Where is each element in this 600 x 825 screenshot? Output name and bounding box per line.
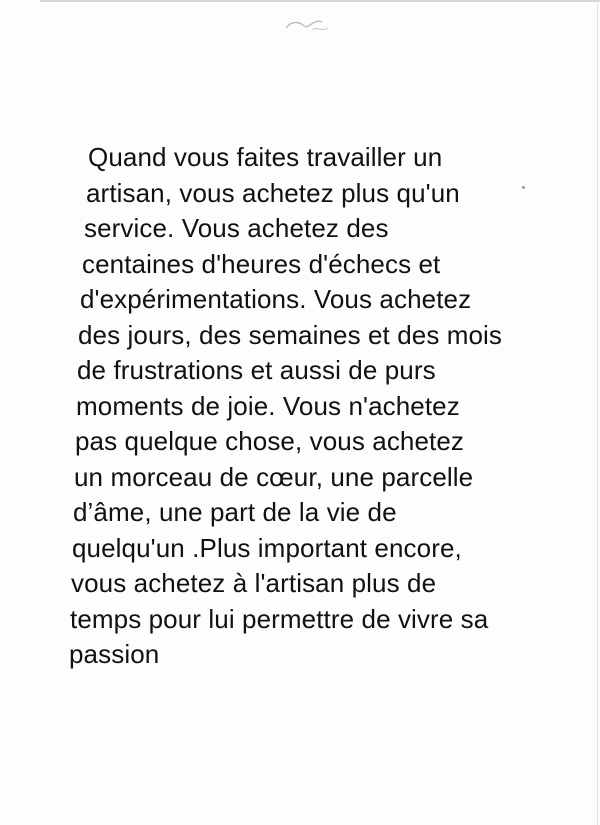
quote-line-9: pas quelque chose, vous achetez xyxy=(75,426,465,456)
quote-line-3: service. Vous achetez des xyxy=(84,213,389,243)
quote-line-11: d’âme, une part de la vie de xyxy=(73,497,397,527)
quote-line-7: de frustrations et aussi de purs xyxy=(77,355,436,385)
quote-line-10: un morceau de cœur, une parcelle xyxy=(74,461,474,492)
quote-line-8: moments de joie. Vous n'achetez xyxy=(76,390,460,421)
quote-paragraph xyxy=(66,140,586,673)
quote-line-15: passion xyxy=(69,639,160,669)
quote-line-4: centaines d'heures d'échecs et xyxy=(82,248,441,279)
quote-line-6: des jours, des semaines et des mois xyxy=(78,319,503,350)
quote-line-14: temps pour lui permettre de vivre sa xyxy=(70,603,489,634)
page-edge-right xyxy=(597,0,598,825)
quote-line-1: Quand vous faites travailler un xyxy=(88,142,443,172)
quote-line-2: artisan, vous achetez plus qu'un xyxy=(86,177,460,208)
scan-smudge-mark xyxy=(282,10,332,40)
quote-line-5: d'expérimentations. Vous achetez xyxy=(80,284,472,314)
quote-line-12: quelqu'un .Plus important encore, xyxy=(72,532,462,563)
quote-line-13: vous achetez à l'artisan plus de xyxy=(71,568,437,598)
page-edge-top xyxy=(40,0,600,2)
